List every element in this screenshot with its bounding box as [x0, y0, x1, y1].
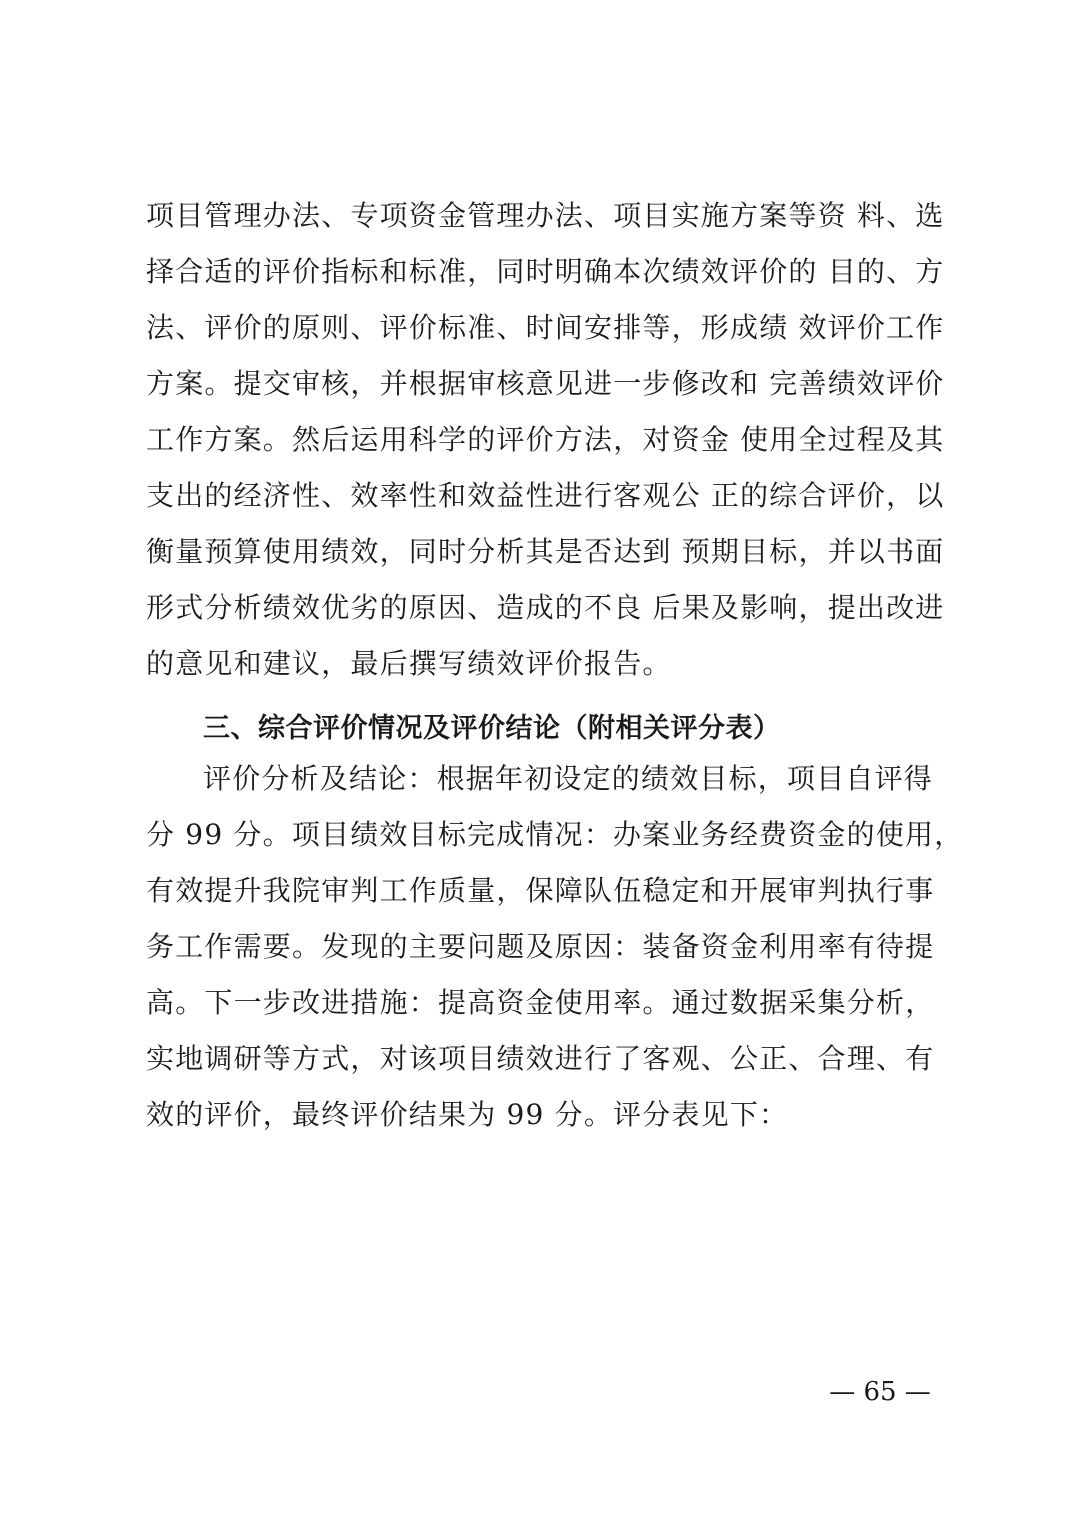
paragraph-line: 工作方案。然后运用科学的评价方法，对资金 使用全过程及其 [146, 423, 945, 456]
paragraph-line: 实地调研等方式，对该项目绩效进行了客观、公正、合理、有 [146, 1042, 935, 1075]
paragraph-line: 择合适的评价指标和标准，同时明确本次绩效评价的 目的、方 [146, 255, 945, 288]
paragraph-line: 有效提升我院审判工作质量，保障队伍稳定和开展审判执行事 [146, 874, 935, 907]
paragraph-line: 的意见和建议，最后撰写绩效评价报告。 [146, 647, 672, 680]
paragraph-line: 支出的经济性、效率性和效益性进行客观公 正的综合评价，以 [146, 479, 945, 512]
paragraph-line: 效的评价，最终评价结果为 99 分。评分表见下： [146, 1098, 789, 1131]
paragraph-line: 项目管理办法、专项资金管理办法、项目实施方案等资 料、选 [146, 199, 945, 232]
paragraph-line: 分 99 分。项目绩效目标完成情况：办案业务经费资金的使用， [146, 818, 964, 851]
page-number: — 65 — [829, 1377, 931, 1407]
section-heading: 三、综合评价情况及评价结论（附相关评分表） [203, 713, 781, 744]
paragraph-line: 评价分析及结论：根据年初设定的绩效目标，项目自评得 [203, 762, 934, 795]
paragraph-line: 衡量预算使用绩效，同时分析其是否达到 预期目标，并以书面 [146, 535, 945, 568]
paragraph-line: 高。下一步改进措施：提高资金使用率。通过数据采集分析， [146, 986, 935, 1019]
paragraph-line: 方案。提交审核，并根据审核意见进一步修改和 完善绩效评价 [146, 367, 945, 400]
paragraph-line: 形式分析绩效优劣的原因、造成的不良 后果及影响，提出改进 [146, 591, 945, 624]
paragraph-line: 法、评价的原则、评价标准、时间安排等，形成绩 效评价工作 [146, 311, 945, 344]
paragraph-line: 务工作需要。发现的主要问题及原因：装备资金利用率有待提 [146, 930, 935, 963]
